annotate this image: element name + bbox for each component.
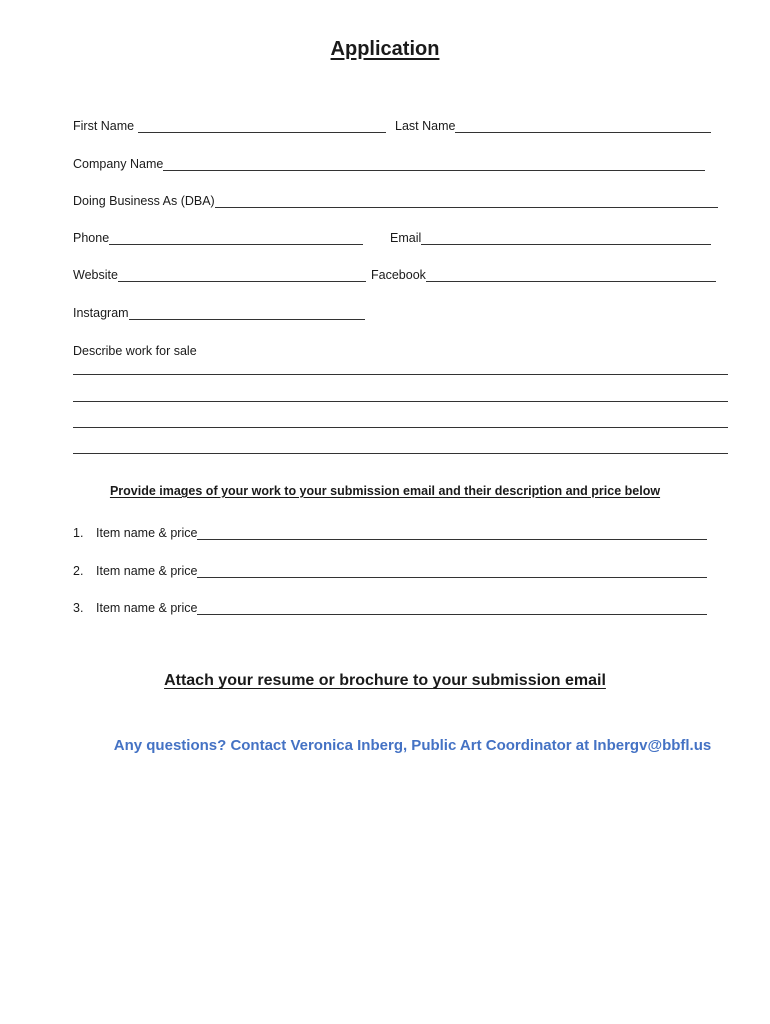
company-name-label: Company Name [73,157,164,171]
item-3-input-line[interactable] [197,600,707,615]
first-name-input-line[interactable] [138,118,386,133]
item-label: Item name & price [96,564,198,578]
instagram-row [73,304,373,322]
website-input-line[interactable] [118,267,366,282]
last-name-field [395,117,711,135]
item-field-1 [96,524,707,542]
item-1-input-line[interactable] [197,525,707,540]
first-name-label: First Name [73,119,135,133]
describe-work-line-3[interactable] [73,427,728,428]
describe-work-line-1[interactable] [73,374,728,375]
page-title: Application [330,38,440,60]
describe-work-line-2[interactable] [73,401,728,402]
company-row [73,155,713,173]
item-number: 3. [73,601,84,615]
item-2-input-line[interactable] [197,563,707,578]
website-field [73,266,366,284]
item-row-2 [73,562,713,580]
facebook-label: Facebook [371,268,426,282]
item-label: Item name & price [96,526,198,540]
email-field [390,229,711,247]
contact-info: Any questions? Contact Veronica Inberg, Public Art Coordinator at Inbergv@bbfl.us [113,737,712,754]
instagram-label: Instagram [73,306,129,320]
item-number: 1. [73,526,84,540]
company-name-input-line[interactable] [163,156,705,171]
item-row-3 [73,599,713,617]
item-label: Item name & price [96,601,198,615]
website-label: Website [73,268,118,282]
instagram-input-line[interactable] [129,305,365,320]
instagram-field [73,304,365,322]
last-name-input-line[interactable] [455,118,711,133]
phone-field [73,229,363,247]
dba-label: Doing Business As (DBA) [73,194,215,208]
provide-images-instruction: Provide images of your work to your submission email and their description and price below [109,484,661,498]
describe-work-line-4[interactable] [73,453,728,454]
attach-resume-instruction: Attach your resume or brochure to your submission email [164,672,606,689]
email-label: Email [390,231,422,245]
website-facebook-row [73,266,718,284]
phone-email-row [73,229,718,247]
item-field-2 [96,562,707,580]
facebook-input-line[interactable] [426,267,716,282]
item-row-1 [73,524,713,542]
name-row [73,117,713,135]
phone-input-line[interactable] [109,230,363,245]
email-input-line[interactable] [421,230,711,245]
facebook-field [371,266,716,284]
last-name-label: Last Name [395,119,456,133]
dba-input-line[interactable] [215,193,718,208]
dba-row [73,192,718,210]
describe-work-label: Describe work for sale [73,344,197,358]
item-field-3 [96,599,707,617]
describe-work-row [73,342,373,360]
dba-field [73,192,718,210]
phone-label: Phone [73,231,110,245]
company-name-field [73,155,705,173]
first-name-field [73,117,386,135]
item-number: 2. [73,564,84,578]
